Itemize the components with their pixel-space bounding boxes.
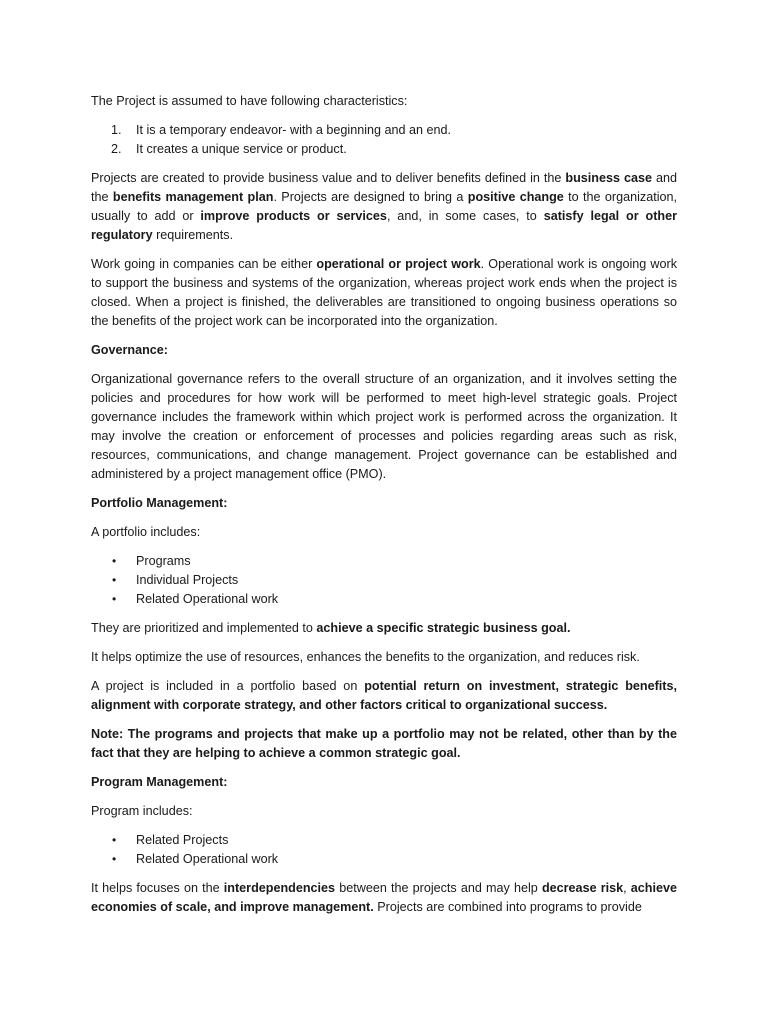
bullet-icon: •: [112, 554, 117, 568]
list-item: [91, 140, 677, 159]
list-item-text: It creates a unique service or product.: [136, 142, 347, 156]
text-run: Projects are created to provide business value and to deliver benefits defined in the: [91, 171, 566, 185]
text-run: between the projects and may help: [335, 881, 542, 895]
program-paragraph: [91, 879, 677, 917]
work-types-paragraph: [91, 255, 677, 331]
list-number: 1.: [111, 123, 122, 137]
portfolio-list: [91, 552, 677, 609]
portfolio-note: [91, 725, 677, 763]
list-item: [91, 590, 677, 609]
text-run: , and, in some cases, to: [386, 209, 544, 223]
bold-run: business case: [565, 171, 653, 185]
characteristics-list: [91, 121, 677, 159]
text-run: Work going in companies can be either: [91, 257, 317, 271]
program-list: [91, 831, 677, 869]
bold-run: Note: The programs and projects that make up a portfolio may not be related, other than by the fact that they are helping to achieve a common strategic goal.: [91, 727, 677, 760]
list-item: [91, 571, 677, 590]
heading-text: Governance:: [91, 343, 168, 357]
bold-run: satisfy legal or other regulatory: [91, 209, 677, 242]
list-item: [91, 850, 677, 869]
bold-run: interdependencies: [223, 881, 336, 895]
text-run: . Projects are designed to bring a: [273, 190, 468, 204]
portfolio-included-paragraph: [91, 677, 677, 715]
bold-run: improve products or services: [200, 209, 387, 223]
bold-run: potential return on investment, strategic benefits, alignment with corporate strategy, and other factors critical to organizational success.: [91, 679, 677, 712]
bullet-icon: •: [112, 852, 117, 866]
list-item: [91, 121, 677, 140]
bold-run: benefits management plan: [112, 190, 274, 204]
text-run: It helps focuses on the: [91, 881, 224, 895]
list-item-text: Related Projects: [136, 833, 229, 847]
text-run: to the organization, usually to add or: [91, 190, 678, 223]
list-item-text: It is a temporary endeavor- with a beginning and an end.: [136, 123, 452, 137]
document-body: [91, 92, 677, 927]
text-run: and the: [91, 171, 678, 204]
list-item-text: Programs: [136, 554, 191, 568]
text-run: . Operational work is ongoing work to support the business and systems of the organization, whereas project work ends when the project is closed. When a project is finished, the deliverables are transitioned to ongoing business operations so the benefits of the project work can be incorporated into the organization.: [91, 257, 678, 328]
portfolio-prioritized-paragraph: [91, 619, 677, 638]
program-heading: [91, 773, 677, 792]
intro-paragraph: The Project is assumed to have following characteristics:: [91, 94, 408, 108]
list-item-text: Related Operational work: [136, 852, 279, 866]
list-item-text: Related Operational work: [136, 592, 279, 606]
text-run: Projects are combined into programs to provide: [373, 900, 642, 914]
text-run: ,: [623, 881, 631, 895]
bold-run: achieve a specific strategic business goal.: [316, 621, 571, 635]
business-value-paragraph: [91, 169, 677, 245]
list-item: [91, 831, 677, 850]
program-intro: Program includes:: [91, 804, 193, 818]
bullet-icon: •: [112, 573, 117, 587]
portfolio-optimize-paragraph: It helps optimize the use of resources, enhances the benefits to the organization, and reduces risk.: [91, 650, 640, 664]
list-number: 2.: [111, 142, 122, 156]
text-run: requirements.: [152, 228, 234, 242]
bold-run: decrease risk: [541, 881, 624, 895]
heading-text: Program Management:: [91, 775, 228, 789]
bold-run: operational or project work: [316, 257, 481, 271]
governance-paragraph: Organizational governance refers to the overall structure of an organization, and it involves setting the policies and procedures for how work will be performed to meet high-level strategic goals. Project governance includes the framework within which project work is performed across the organization. It may involve the creation or enforcement of processes and policies regarding areas such as risk, resources, communications, and change management. Project governance can be established and administered by a project management office (PMO).: [91, 372, 677, 481]
bold-run: achieve economies of scale, and improve management.: [91, 881, 678, 914]
portfolio-heading: [91, 494, 677, 513]
bullet-icon: •: [112, 833, 117, 847]
text-run: They are prioritized and implemented to: [91, 621, 317, 635]
text-run: A project is included in a portfolio based on: [91, 679, 365, 693]
list-item-text: Individual Projects: [136, 573, 239, 587]
list-item: [91, 552, 677, 571]
portfolio-intro: A portfolio includes:: [91, 525, 201, 539]
governance-heading: [91, 341, 677, 360]
heading-text: Portfolio Management:: [91, 496, 228, 510]
bullet-icon: •: [112, 592, 117, 606]
bold-run: positive change: [467, 190, 564, 204]
